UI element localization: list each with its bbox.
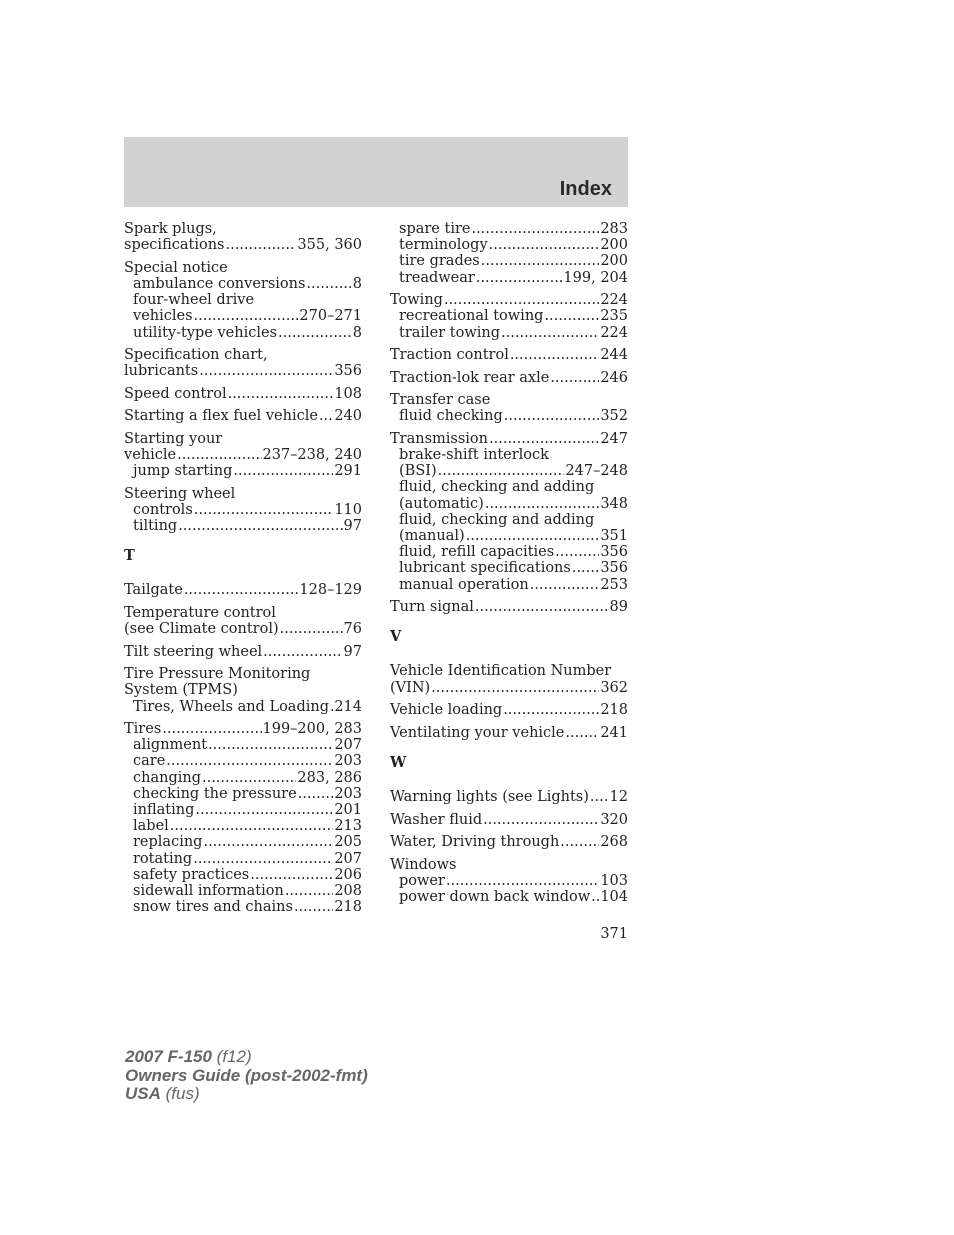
leader-dots [263, 644, 342, 660]
leader-dots [194, 308, 299, 324]
entry-page-ref: 128–129 [299, 582, 362, 599]
entry-page-ref: 12 [609, 789, 628, 806]
entry-text: Traction control [390, 347, 509, 364]
index-entry-line [124, 363, 362, 379]
entry-page-ref: 241 [600, 724, 628, 741]
entry-text: Starting a flex fuel vehicle [124, 408, 318, 425]
index-subentry-line [390, 447, 628, 463]
index-entry [390, 834, 628, 850]
leader-dots [319, 408, 333, 424]
index-subentry-line [124, 883, 362, 899]
index-subentry-line [390, 560, 628, 576]
entry-page-ref: 203 [334, 753, 362, 770]
index-subentry-line [124, 802, 362, 818]
index-entry-line [124, 621, 362, 637]
leader-dots [330, 699, 333, 715]
entry-text: power [399, 872, 445, 889]
footer-market: USA [125, 1084, 161, 1103]
index-entry-line [390, 292, 628, 308]
entry-text: Transfer case [390, 392, 491, 409]
index-column-right [390, 221, 628, 911]
entry-text: Water, Driving through [390, 834, 560, 851]
leader-dots [555, 544, 599, 560]
leader-dots [530, 577, 600, 593]
index-entry [124, 347, 362, 379]
leader-dots [280, 621, 343, 637]
index-entry-line [390, 392, 628, 408]
leader-dots [202, 770, 296, 786]
index-subentry-line [390, 408, 628, 424]
index-entry [390, 431, 628, 593]
footer-model-code: (f12) [211, 1047, 252, 1066]
entry-text: Windows [390, 856, 457, 873]
entry-text: Ventilating your vehicle [390, 724, 565, 741]
entry-text: label [133, 818, 169, 835]
index-entry [124, 582, 362, 598]
index-entry [390, 292, 628, 341]
entry-text: Traction-lok rear axle [390, 369, 550, 386]
entry-page-ref: 89 [609, 599, 628, 616]
entry-page-ref: 237–238, 240 [262, 446, 362, 463]
index-entry-line [390, 812, 628, 828]
entry-page-ref: 104 [600, 888, 628, 905]
entry-text: Tilt steering wheel [124, 643, 263, 660]
entry-text: power down back window [399, 888, 591, 905]
index-subentry-line [390, 873, 628, 889]
entry-text: Tire Pressure Monitoring [124, 666, 311, 683]
entry-text: tilting [133, 518, 178, 535]
leader-dots [483, 812, 599, 828]
index-entry [124, 386, 362, 402]
leader-dots [475, 599, 609, 615]
entry-page-ref: 214 [334, 698, 362, 715]
entry-text: Tires [124, 721, 162, 738]
index-entry-line [390, 725, 628, 741]
entry-page-ref: 213 [334, 818, 362, 835]
entry-page-ref: 199–200, 283 [262, 721, 362, 738]
entry-text: trailer towing [399, 324, 501, 341]
leader-dots [193, 851, 333, 867]
index-subentry-line [390, 463, 628, 479]
leader-dots [250, 867, 333, 883]
entry-text: Temperature control [124, 604, 276, 621]
index-subentry-line [390, 528, 628, 544]
index-entry-line [124, 486, 362, 502]
entry-text: tire grades [399, 253, 480, 270]
entry-text: lubricants [124, 363, 199, 380]
index-entry-line [124, 260, 362, 276]
entry-page-ref: 348 [600, 495, 628, 512]
entry-page-ref: 200 [600, 237, 628, 254]
leader-dots [503, 702, 599, 718]
leader-dots [194, 502, 334, 518]
entry-text: Turn signal [390, 599, 474, 616]
leader-dots [233, 463, 333, 479]
index-subentry-line [390, 544, 628, 560]
index-entry-line [390, 431, 628, 447]
index-entry [390, 392, 628, 424]
leader-dots [504, 408, 600, 424]
entry-text: (automatic) [399, 495, 484, 512]
entry-text: Steering wheel [124, 485, 236, 502]
entry-page-ref: 103 [600, 872, 628, 889]
index-subentry-line [124, 292, 362, 308]
entry-text: (VIN) [390, 679, 431, 696]
index-entry-line [390, 599, 628, 615]
leader-dots [565, 725, 599, 741]
index-subentry-line [390, 237, 628, 253]
index-subentry-line [390, 577, 628, 593]
index-subentry-line [390, 479, 628, 495]
entry-text: alignment [133, 737, 208, 754]
entry-page-ref: 207 [334, 737, 362, 754]
leader-dots [510, 347, 599, 363]
leader-dots [560, 834, 599, 850]
entry-page-ref: 253 [600, 576, 628, 593]
index-subentry-line [390, 221, 628, 237]
page-title: Index [559, 178, 612, 200]
index-subentry-line [124, 308, 362, 324]
index-entry-line [390, 680, 628, 696]
leader-dots [431, 680, 599, 696]
index-subentry-line [124, 699, 362, 715]
index-subentry-line [124, 518, 362, 534]
entry-page-ref: 218 [600, 702, 628, 719]
leader-dots [199, 363, 333, 379]
index-entry [124, 721, 362, 915]
entry-text: Washer fluid [390, 811, 483, 828]
index-entry [124, 408, 362, 424]
entry-group-t-continued [390, 221, 628, 615]
entry-text: vehicles [133, 308, 193, 325]
section-letter-w: W [390, 753, 407, 771]
leader-dots [438, 463, 565, 479]
entry-text: changing [133, 769, 201, 786]
leader-dots [203, 834, 333, 850]
leader-dots [590, 789, 609, 805]
leader-dots [501, 325, 599, 341]
entry-text: Tires, Wheels and Loading [133, 698, 329, 715]
entry-text: brake-shift interlock [399, 446, 549, 463]
document-footer [125, 1048, 368, 1104]
leader-dots [476, 270, 563, 286]
entry-page-ref: 203 [334, 785, 362, 802]
index-entry [124, 221, 362, 253]
index-entry [390, 725, 628, 741]
leader-dots [306, 276, 351, 292]
entry-page-ref: 270–271 [299, 308, 362, 325]
footer-line-3 [125, 1085, 368, 1104]
index-entry [390, 370, 628, 386]
entry-page-ref: 208 [334, 883, 362, 900]
index-entry-line [390, 834, 628, 850]
leader-dots [489, 431, 599, 447]
index-entry [390, 599, 628, 615]
entry-text: terminology [399, 237, 488, 254]
leader-dots [591, 889, 599, 905]
index-entry-line [390, 789, 628, 805]
index-subentry-line [390, 270, 628, 286]
entry-page-ref: 207 [334, 850, 362, 867]
index-subentry-line [124, 753, 362, 769]
index-entry [124, 486, 362, 535]
index-subentry-line [124, 899, 362, 915]
section-letter-t: T [124, 547, 135, 565]
footer-line-1 [125, 1048, 368, 1067]
footer-model: 2007 F-150 [125, 1047, 212, 1066]
leader-dots [444, 292, 599, 308]
entry-page-ref: 362 [600, 679, 628, 696]
index-subentry-line [124, 834, 362, 850]
entry-page-ref: 351 [600, 527, 628, 544]
entry-text: four-wheel drive [133, 292, 255, 309]
entry-text: (see Climate control) [124, 621, 279, 638]
entry-page-ref: 110 [334, 501, 362, 518]
leader-dots [544, 308, 599, 324]
index-subentry-line [124, 502, 362, 518]
entry-text: vehicle [124, 446, 177, 463]
index-subentry-line [390, 889, 628, 905]
entry-page-ref: 206 [334, 866, 362, 883]
entry-text: care [133, 753, 166, 770]
index-subentry-line [124, 276, 362, 292]
index-entry-line [124, 408, 362, 424]
entry-page-ref: 108 [334, 385, 362, 402]
entry-text: replacing [133, 834, 203, 851]
entry-group-w [390, 789, 628, 905]
entry-page-ref: 352 [600, 408, 628, 425]
entry-page-ref: 247 [600, 430, 628, 447]
entry-page-ref: 356 [600, 544, 628, 561]
entry-text: fluid, checking and adding [399, 479, 595, 496]
entry-group-v [390, 663, 628, 740]
entry-text: rotating [133, 850, 193, 867]
section-letter-v: V [390, 628, 402, 646]
entry-page-ref: 224 [600, 324, 628, 341]
leader-dots [294, 899, 333, 915]
entry-page-ref: 283 [600, 221, 628, 237]
index-subentry-line [390, 325, 628, 341]
entry-text: snow tires and chains [133, 899, 293, 916]
entry-text: fluid, refill capacities [399, 544, 555, 561]
entry-page-ref: 205 [334, 834, 362, 851]
index-entry-line [124, 682, 362, 698]
entry-text: fluid, checking and adding [399, 511, 595, 528]
index-subentry-line [124, 325, 362, 341]
entry-text: ambulance conversions [133, 275, 306, 292]
leader-dots [225, 237, 296, 253]
entry-page-ref: 291 [334, 463, 362, 480]
index-entry-line [124, 237, 362, 253]
index-entry [124, 260, 362, 341]
index-subentry-line [124, 867, 362, 883]
entry-text: (BSI) [399, 463, 437, 480]
entry-text: inflating [133, 802, 195, 819]
entry-page-ref: 268 [600, 834, 628, 851]
leader-dots [208, 737, 333, 753]
entry-text: spare tire [399, 221, 471, 237]
leader-dots [177, 447, 261, 463]
leader-dots [195, 802, 333, 818]
index-subentry-line [124, 463, 362, 479]
leader-dots [572, 560, 599, 576]
entry-text: lubricant specifications [399, 560, 571, 577]
footer-line-2 [125, 1067, 368, 1086]
entry-text: safety practices [133, 866, 250, 883]
entry-text: sidewall information [133, 883, 284, 900]
leader-dots [550, 370, 599, 386]
index-entry-line [124, 221, 362, 237]
leader-dots [471, 221, 599, 237]
entry-text: Speed control [124, 385, 227, 402]
leader-dots [446, 873, 599, 889]
footer-guide: Owners Guide (post-2002-fmt) [125, 1065, 368, 1085]
index-entry-line [390, 347, 628, 363]
index-entry [390, 663, 628, 695]
entry-text: specifications [124, 237, 225, 254]
entry-text: Starting your [124, 430, 223, 447]
entry-text: Towing [390, 292, 443, 309]
entry-text: controls [133, 501, 193, 518]
index-entry [390, 857, 628, 906]
index-entry-line [124, 666, 362, 682]
index-column-left [124, 221, 362, 922]
entry-page-ref: 356 [334, 363, 362, 380]
index-entry-line [124, 431, 362, 447]
index-subentry-line [124, 851, 362, 867]
entry-page-ref: 247–248 [565, 463, 628, 480]
index-entry [390, 347, 628, 363]
entry-text: fluid checking [399, 408, 503, 425]
index-entry [124, 644, 362, 660]
index-entry-line [124, 386, 362, 402]
index-subentry-line [124, 737, 362, 753]
entry-page-ref: 355, 360 [297, 237, 362, 254]
index-entry-line [124, 644, 362, 660]
entry-text: System (TPMS) [124, 682, 238, 699]
index-entry-line [390, 857, 628, 873]
entry-page-ref: 246 [600, 369, 628, 386]
index-entry [124, 666, 362, 715]
entry-text: manual operation [399, 576, 529, 593]
leader-dots [481, 253, 600, 269]
entry-page-ref: 320 [600, 811, 628, 828]
leader-dots [170, 818, 334, 834]
index-subentry-line [390, 308, 628, 324]
index-subentry-line [390, 496, 628, 512]
index-subentry-line [390, 512, 628, 528]
entry-group-t [124, 582, 362, 915]
entry-page-ref: 97 [343, 518, 362, 535]
entry-text: checking the pressure [133, 785, 297, 802]
leader-dots [285, 883, 333, 899]
index-entry [390, 812, 628, 828]
entry-page-ref: 244 [600, 347, 628, 364]
leader-dots [278, 325, 352, 341]
index-entry [124, 431, 362, 480]
entry-text: Special notice [124, 259, 228, 276]
entry-page-ref: 240 [334, 408, 362, 425]
footer-market-code: (fus) [160, 1084, 200, 1103]
leader-dots [166, 753, 333, 769]
entry-page-ref: 199, 204 [563, 269, 628, 286]
index-subentry-line [124, 770, 362, 786]
entry-text: Specification chart, [124, 347, 268, 364]
entry-text: Transmission [390, 430, 489, 447]
entry-text: recreational towing [399, 308, 544, 325]
entry-text: treadwear [399, 269, 475, 286]
entry-text: Spark plugs, [124, 221, 217, 237]
leader-dots [298, 786, 334, 802]
entry-text: Vehicle Identification Number [390, 663, 612, 680]
index-entry-line [390, 370, 628, 386]
leader-dots [184, 582, 299, 598]
leader-dots [162, 721, 261, 737]
index-entry-line [390, 663, 628, 679]
entry-page-ref: 218 [334, 899, 362, 916]
entry-page-ref: 76 [343, 621, 362, 638]
entry-page-ref: 235 [600, 308, 628, 325]
entry-text: jump starting [133, 463, 233, 480]
entry-page-ref: 97 [343, 643, 362, 660]
index-entry-line [124, 721, 362, 737]
index-entry [390, 221, 628, 286]
index-entry-line [124, 447, 362, 463]
leader-dots [228, 386, 334, 402]
index-entry [390, 702, 628, 718]
index-entry-line [390, 702, 628, 718]
entry-text: (manual) [399, 527, 465, 544]
index-entry-line [124, 582, 362, 598]
entry-page-ref: 8 [352, 275, 362, 292]
leader-dots [489, 237, 600, 253]
entry-page-ref: 8 [352, 324, 362, 341]
index-entry-line [124, 605, 362, 621]
entry-page-ref: 224 [600, 292, 628, 309]
entry-text: Tailgate [124, 582, 183, 599]
entry-text: utility-type vehicles [133, 324, 278, 341]
entry-page-ref: 283, 286 [297, 769, 362, 786]
index-subentry-line [124, 786, 362, 802]
section-header-band [124, 137, 628, 207]
page-number: 371 [600, 926, 628, 942]
index-entry [390, 789, 628, 805]
entry-page-ref: 201 [334, 802, 362, 819]
index-subentry-line [390, 253, 628, 269]
leader-dots [178, 518, 342, 534]
entry-text: Warning lights (see Lights) [390, 789, 589, 806]
entry-text: Vehicle loading [390, 702, 503, 719]
entry-group-s [124, 221, 362, 534]
entry-page-ref: 200 [600, 253, 628, 270]
index-entry [124, 605, 362, 637]
index-entry-line [124, 347, 362, 363]
index-subentry-line [124, 818, 362, 834]
leader-dots [466, 528, 600, 544]
leader-dots [485, 496, 599, 512]
entry-page-ref: 356 [600, 560, 628, 577]
